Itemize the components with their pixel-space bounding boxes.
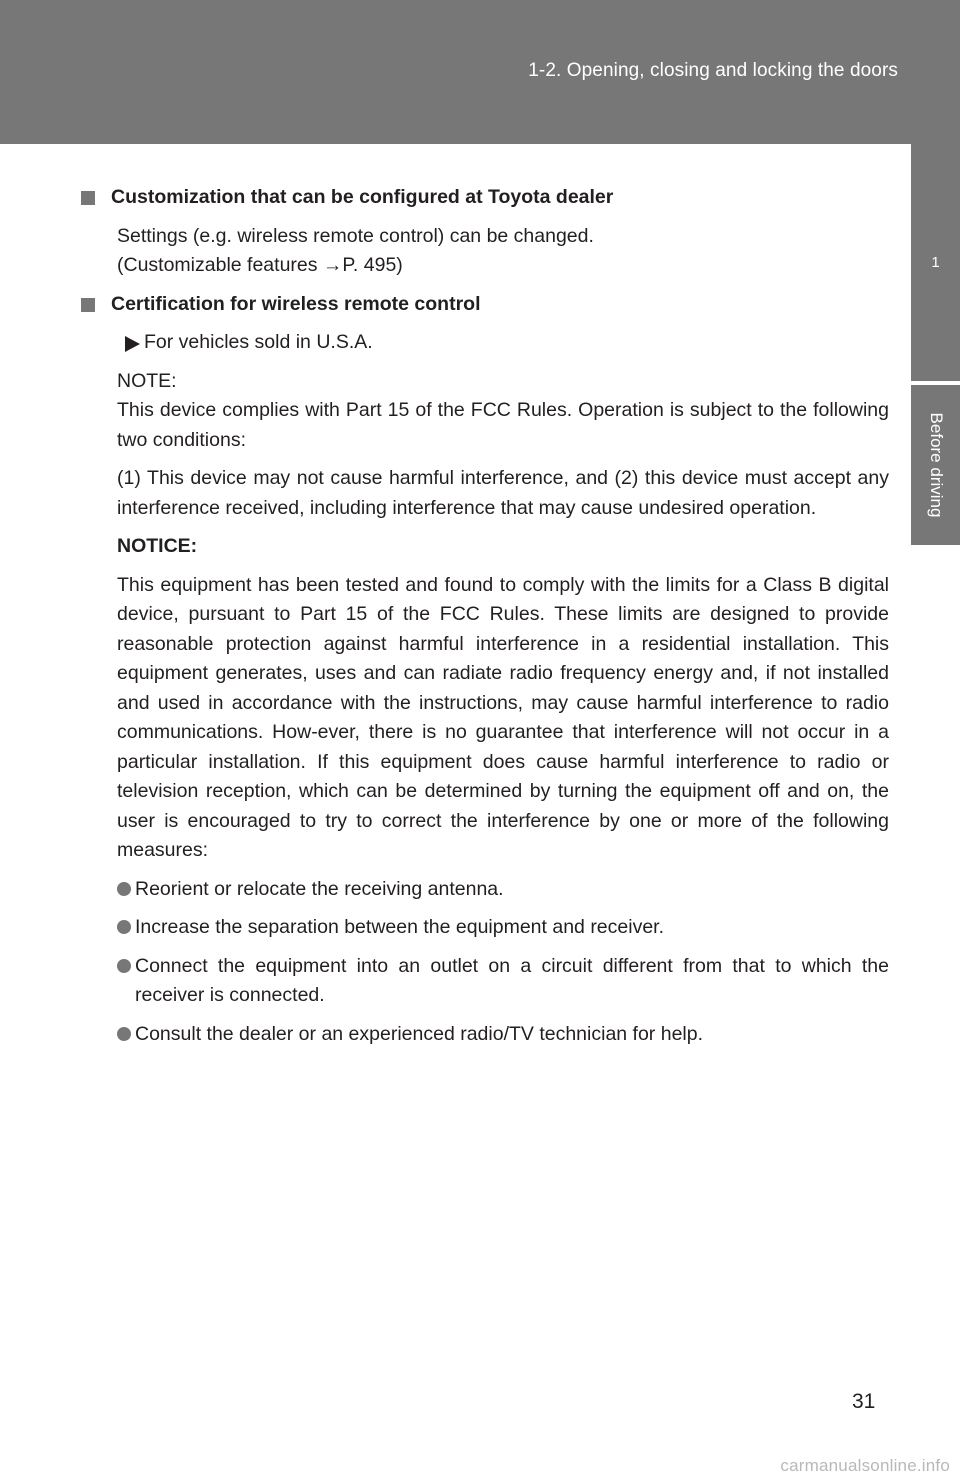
note-label: NOTE: [117, 369, 177, 392]
chapter-number-tab [911, 144, 960, 381]
chapter-label-tab [911, 385, 960, 545]
section-heading [94, 183, 889, 213]
chapter-label: Before driving [926, 412, 946, 518]
paragraph: (Customizable features →P. 495) [117, 254, 403, 276]
page-content [111, 183, 889, 1058]
subheading [117, 328, 889, 358]
square-bullet-icon [81, 191, 95, 205]
triangle-arrow-icon [125, 336, 140, 352]
circle-bullet-icon [117, 920, 131, 934]
list-item [117, 913, 889, 943]
section-heading-text: Certification for wireless remote control [111, 292, 481, 315]
watermark: carmanualsonline.info [780, 1456, 950, 1475]
square-bullet-icon [81, 298, 95, 312]
header-band [0, 0, 960, 144]
paragraph: Settings (e.g. wireless remote control) can be changed. [117, 224, 594, 247]
circle-bullet-icon [117, 959, 131, 973]
list-item-text: Increase the separation between the equipment and receiver. [135, 916, 665, 938]
list-item [117, 875, 889, 905]
page-number: 31 [852, 1390, 876, 1413]
list-item [117, 952, 889, 1011]
section-heading [94, 290, 889, 320]
section-title: 1-2. Opening, closing and locking the doors [528, 60, 898, 81]
circle-bullet-icon [117, 882, 131, 896]
notice-label: NOTICE: [117, 535, 198, 557]
conditions-text: (1) This device may not cause harmful interference, and (2) this device must accept any interference received, including interference that may cause undesired operation. [117, 467, 889, 519]
list-item [117, 1020, 889, 1050]
chapter-number: 1 [931, 254, 940, 271]
list-item-text: Connect the equipment into an outlet on a circuit different from that to which the receiver is connected. [135, 954, 889, 1006]
note-text: This device complies with Part 15 of the FCC Rules. Operation is subject to the following two conditions: [117, 399, 889, 451]
list-item-text: Consult the dealer or an experienced radio/TV technician for help. [135, 1022, 704, 1045]
list-item-text: Reorient or relocate the receiving antenna. [135, 877, 504, 900]
notice-text: This equipment has been tested and found to comply with the limits for a Class B digital device, pursuant to Part 15 of the FCC Rules. These limits are designed to provide reasonable protection against harmful interference in a residential installation. This equipment generates, uses and can radiate radio frequency energy and, if not installed and used in accordance with the instructions, may cause harmful interference to radio communications. How-ever, there is no guarantee that interference will not occur in a particular installation. If this equipment does cause harmful interference to radio or television reception, which can be determined by turning the equipment off and on, the user is encouraged to try to correct the interference by one or more of the following measures: [117, 573, 889, 861]
subheading-text: For vehicles sold in U.S.A. [144, 331, 373, 353]
section-heading-text: Customization that can be configured at Toyota dealer [111, 186, 614, 208]
circle-bullet-icon [117, 1027, 131, 1041]
